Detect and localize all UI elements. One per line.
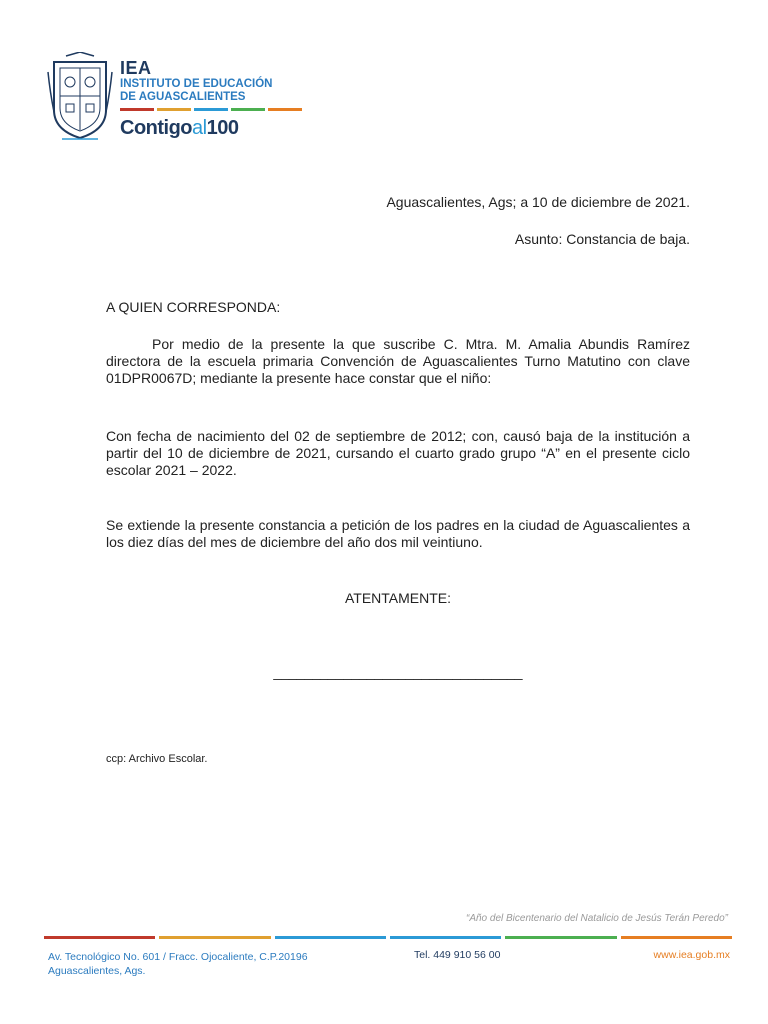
footer-address-line2: Aguascalientes, Ags. <box>48 965 146 977</box>
closing: ATENTAMENTE: <box>344 590 452 606</box>
institution-branding <box>120 58 302 140</box>
letterhead-color-bars <box>120 108 302 111</box>
footer-color-bars <box>44 936 732 939</box>
footer-address-line1: Av. Tecnológico No. 601 / Fracc. Ojocaliente, C.P.20196 <box>48 951 308 963</box>
institution-name-line2: DE AGUASCALIENTES <box>120 91 246 103</box>
letterhead-bar <box>194 108 228 111</box>
letterhead-bar <box>231 108 265 111</box>
footer-motto: “Año del Bicentenario del Natalicio de Jesús Terán Peredo” <box>465 913 728 924</box>
footer-bar <box>44 936 155 939</box>
footer-phone: Tel. 449 910 56 00 <box>414 949 501 961</box>
letterhead <box>46 52 286 142</box>
footer-bar <box>159 936 270 939</box>
subject-line: Asunto: Constancia de baja. <box>514 231 690 247</box>
letterhead-bar <box>157 108 191 111</box>
paragraph-1: Por medio de la presente la que suscribe C. Mtra. M. Amalia Abundis Ramírez directora de la escuela primaria Convención de Aguascalientes Turno Matutino con clave 01DPR0067D; mediante la presente hace constar que el niño: <box>106 336 690 386</box>
institution-acronym: IEA <box>120 58 152 78</box>
place-date: Aguascalientes, Ags; a 10 de diciembre de 2021. <box>386 194 690 210</box>
state-seal-icon <box>46 52 114 140</box>
slogan-al: al <box>192 117 207 139</box>
slogan-main: Contigo <box>120 117 193 139</box>
footer-bar <box>275 936 386 939</box>
ccp-line: ccp: Archivo Escolar. <box>106 753 208 765</box>
footer-bar <box>621 936 732 939</box>
footer-website[interactable]: www.iea.gob.mx <box>653 949 730 961</box>
letterhead-bar <box>120 108 154 111</box>
institution-name-line1: INSTITUTO DE EDUCACIÓN <box>120 78 273 90</box>
footer-address <box>48 950 308 978</box>
salutation: A QUIEN CORRESPONDA: <box>106 299 281 315</box>
letterhead-bar <box>268 108 302 111</box>
paragraph-3: Se extiende la presente constancia a petición de los padres en la ciudad de Aguascalientes a los diez días del mes de diciembre del año dos mil veintiuno. <box>106 517 690 550</box>
signature-line: ________________________________ <box>273 664 523 680</box>
footer-bar <box>505 936 616 939</box>
slogan <box>120 117 302 140</box>
slogan-number: 100 <box>206 117 239 139</box>
footer-bar <box>390 936 501 939</box>
paragraph-2: Con fecha de nacimiento del 02 de septiembre de 2012; con, causó baja de la institución a partir del 10 de diciembre de 2021, cursando el cuarto grado grupo “A” en el presente ciclo escolar 2021 – 2022. <box>106 428 690 478</box>
